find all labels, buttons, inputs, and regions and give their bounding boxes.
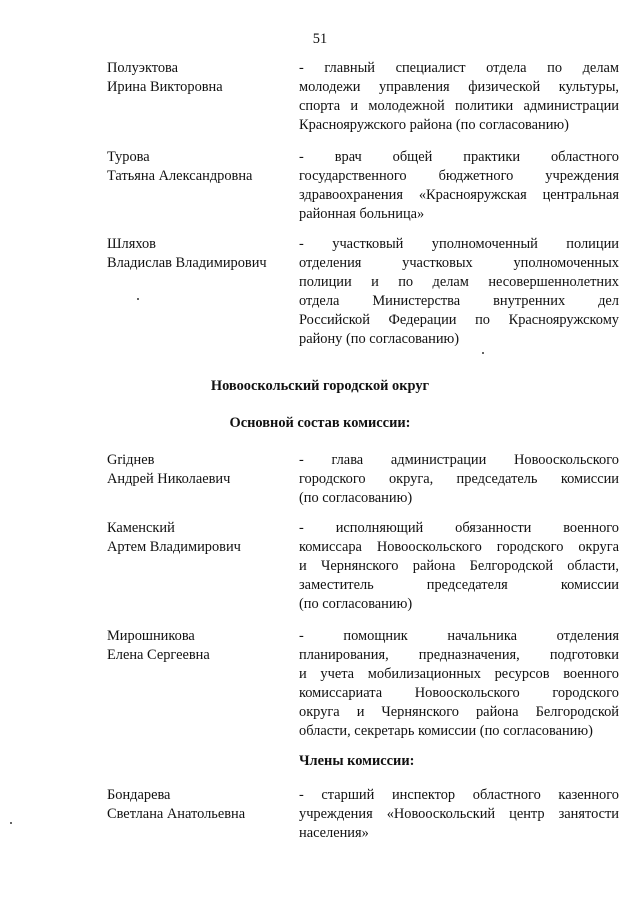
role-line: городского округа, председатель комиссии	[299, 471, 619, 487]
role-line: заместитель председателя комиссии	[299, 577, 619, 593]
district-heading: Новооскольский городской округ	[210, 378, 430, 394]
role-line: учреждения «Новооскольский центр занятости	[299, 806, 619, 822]
role-line: - глава администрации Новооскольского	[299, 452, 619, 468]
role-line: районная больница»	[299, 206, 425, 222]
role-line: населения»	[299, 825, 369, 841]
role-line: округа и Чернянского района Белгородской	[299, 704, 619, 720]
role-line: молодежи управления физической культуры,	[299, 79, 619, 95]
person-surname: Бондарева	[107, 787, 171, 803]
role-line: и Чернянского района Белгородской области,	[299, 558, 619, 574]
role-line: комиссариата Новооскольского городского	[299, 685, 619, 701]
role-line: - участковый уполномоченный полиции	[299, 236, 619, 252]
person-surname: Полуэктова	[107, 60, 179, 76]
person-role	[299, 235, 619, 349]
person-role	[299, 519, 619, 614]
person-surname: Мирошникова	[107, 628, 195, 644]
person-surname: Турова	[107, 149, 150, 165]
person-given-names: Светлана Анатольевна	[107, 806, 246, 822]
person-surname: Каменский	[107, 520, 175, 536]
person-name	[107, 235, 287, 273]
role-line: (по согласованию)	[299, 490, 413, 506]
role-line: району (по согласованию)	[299, 331, 460, 347]
role-line: - врач общей практики областного	[299, 149, 619, 165]
role-line: - старший инспектор областного казенного	[299, 787, 619, 803]
person-surname: Griднев	[107, 452, 155, 468]
role-line: государственного бюджетного учреждения	[299, 168, 619, 184]
person-given-names: Ирина Викторовна	[107, 79, 223, 95]
person-name	[107, 519, 287, 557]
page-number: 51	[312, 31, 328, 47]
person-name	[107, 451, 287, 489]
role-line: - главный специалист отдела по делам	[299, 60, 619, 76]
person-role	[299, 59, 619, 135]
scan-speck	[482, 352, 484, 354]
role-line: (по согласованию)	[299, 596, 413, 612]
main-composition-heading: Основной состав комиссии:	[229, 415, 411, 431]
person-role	[299, 627, 619, 741]
person-given-names: Андрей Николаевич	[107, 471, 231, 487]
person-given-names: Татьяна Александровна	[107, 168, 253, 184]
role-line: Краснояружского района (по согласованию)	[299, 117, 569, 133]
role-line: - исполняющий обязанности военного	[299, 520, 619, 536]
role-line: комиссара Новооскольского городского округа	[299, 539, 619, 555]
role-line: здравоохранения «Краснояружская центральная	[299, 187, 619, 203]
role-line: планирования, предназначения, подготовки	[299, 647, 619, 663]
scan-speck	[10, 822, 12, 824]
role-line: области, секретарь комиссии (по согласованию)	[299, 723, 593, 739]
scan-speck	[137, 298, 139, 300]
role-line: отделения участковых уполномоченных	[299, 255, 619, 271]
role-line: спорта и молодежной политики администрации	[299, 98, 619, 114]
person-name	[107, 627, 287, 665]
person-role	[299, 451, 619, 508]
role-line: Российской Федерации по Краснояружскому	[299, 312, 619, 328]
person-name	[107, 786, 287, 824]
person-role	[299, 148, 619, 224]
role-line: и учета мобилизационных ресурсов военного	[299, 666, 619, 682]
role-line: отдела Министерства внутренних дел	[299, 293, 619, 309]
person-given-names: Владислав Владимирович	[107, 255, 267, 271]
person-given-names: Артем Владимирович	[107, 539, 241, 555]
members-heading: Члены комиссии:	[299, 753, 415, 769]
person-surname: Шляхов	[107, 236, 156, 252]
person-name	[107, 148, 287, 186]
role-line: - помощник начальника отделения	[299, 628, 619, 644]
person-given-names: Елена Сергеевна	[107, 647, 210, 663]
role-line: полиции и по делам несовершеннолетних	[299, 274, 619, 290]
person-name	[107, 59, 287, 97]
person-role	[299, 786, 619, 843]
